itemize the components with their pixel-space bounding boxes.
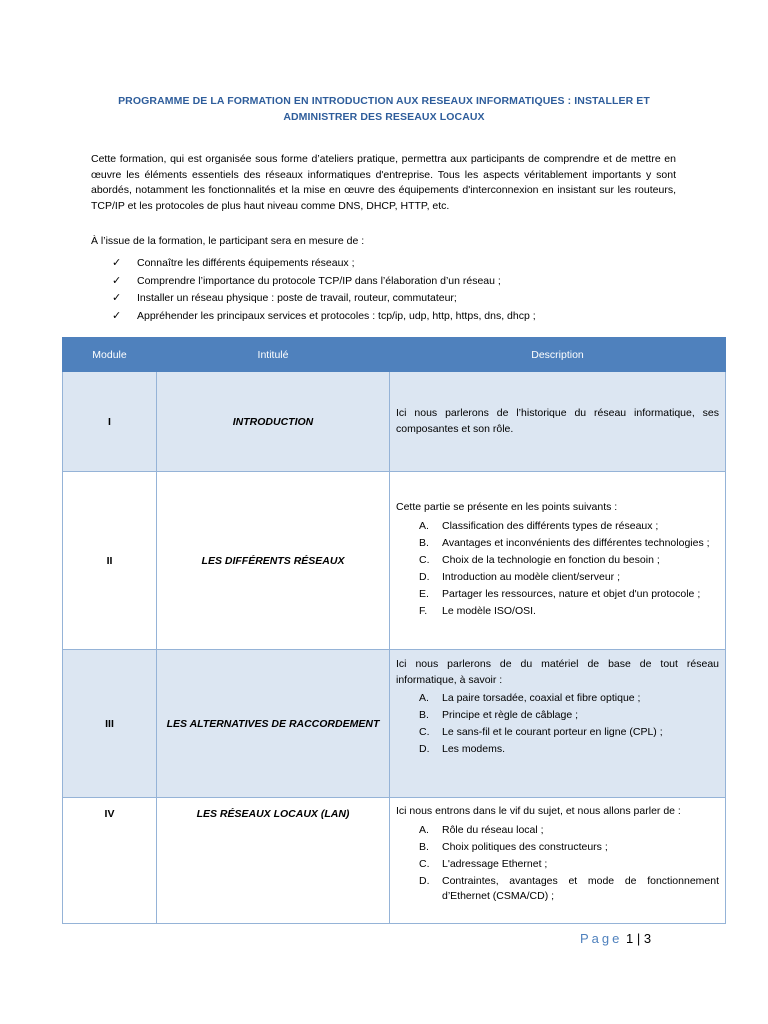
item-letter: E. (419, 587, 429, 600)
checkmark-icon: ✓ (112, 257, 122, 269)
list-item (419, 708, 719, 724)
intro-paragraph: Cette formation, qui est organisée sous forme d’ateliers pratique, permettra aux participants de comprendre et de mettre en œuvre les éléments essentiels des réseaux informatiques d'entreprise. Tous les aspects véritablement importants y sont abordés, notamment les fonctionnalités et la mise en œuvre des équipements d'interconnexion en insistant sur les routeurs, TCP/IP et les protocoles de plus haut niveau comme DNS, DHCP, HTTP, etc. (91, 153, 676, 212)
list-item (419, 587, 719, 603)
item-text: Introduction au modèle client/serveur ; (442, 570, 621, 583)
item-text: Rôle du réseau local ; (442, 823, 544, 836)
description-text: Cette partie se présente en les points suivants : (396, 501, 618, 514)
topic-list (396, 691, 719, 758)
item-letter: C. (419, 726, 430, 738)
list-item (419, 553, 719, 569)
item-letter: D. (419, 743, 430, 755)
item-letter: A. (419, 823, 429, 836)
item-letter: B. (419, 840, 429, 853)
item-letter: A. (419, 692, 429, 704)
objective-item (112, 290, 672, 308)
item-text: Choix de la technologie en fonction du besoin ; (442, 553, 660, 566)
item-letter: C. (419, 553, 430, 566)
objectives-list (112, 255, 672, 325)
list-item (419, 742, 719, 758)
list-item (419, 691, 719, 707)
list-item (419, 840, 719, 856)
objective-text: Connaître les différents équipements réseaux ; (137, 257, 355, 269)
module-number: IV (63, 798, 157, 924)
table-row (63, 798, 726, 924)
program-table (62, 337, 726, 924)
document-title: PROGRAMME DE LA FORMATION EN INTRODUCTION AUX RESEAUX INFORMATIQUES : INSTALLER ET ADMINISTRER DES RESEAUX LOCAUX (118, 95, 650, 123)
list-item (419, 725, 719, 741)
header-module: Module (63, 338, 157, 372)
objectives-lead: À l’issue de la formation, le participant sera en mesure de : (91, 235, 365, 247)
page-footer (580, 931, 651, 946)
module-number: II (63, 472, 157, 650)
page-label: Page (580, 931, 623, 946)
objective-text: Comprendre l’importance du protocole TCP/IP dans l’élaboration d’un réseau ; (137, 274, 501, 287)
item-letter: B. (419, 536, 429, 549)
list-item (419, 519, 719, 535)
item-letter: D. (419, 570, 430, 583)
table-header-row (63, 338, 726, 372)
item-letter: F. (419, 604, 428, 617)
item-letter: D. (419, 874, 430, 887)
item-text: Partager les ressources, nature et objet d'un protocole ; (442, 587, 701, 600)
module-description (390, 372, 726, 472)
module-number: III (63, 650, 157, 798)
list-item (419, 536, 719, 552)
checkmark-icon: ✓ (112, 274, 122, 287)
item-text: Principe et règle de câblage ; (442, 709, 579, 721)
module-title: LES DIFFÉRENTS RÉSEAUX (157, 472, 390, 650)
item-text: L'adressage Ethernet ; (442, 857, 548, 870)
item-text: La paire torsadée, coaxial et fibre optique ; (442, 692, 641, 704)
item-text: Le modèle ISO/OSI. (442, 604, 536, 617)
item-text: Choix politiques des constructeurs ; (442, 840, 608, 853)
objective-text: Appréhender les principaux services et protocoles : tcp/ip, udp, http, https, dns, dhcp ; (137, 309, 536, 322)
header-description: Description (390, 338, 726, 372)
topic-list (396, 519, 719, 620)
module-title: LES RÉSEAUX LOCAUX (LAN) (157, 798, 390, 924)
item-letter: C. (419, 857, 430, 870)
item-letter: B. (419, 709, 429, 721)
description-text: Ici nous entrons dans le vif du sujet, et nous allons parler de : (396, 805, 681, 817)
total-pages: 3 (643, 931, 652, 946)
item-text: Les modems. (442, 743, 506, 755)
description-text: Ici nous parlerons de du matériel de base de tout réseau informatique, à savoir : (396, 658, 719, 686)
list-item (419, 823, 719, 839)
module-number: I (63, 372, 157, 472)
page-number: 1 (626, 931, 634, 946)
page-separator: | (636, 931, 641, 946)
item-text: Classification des différents types de réseaux ; (442, 519, 659, 532)
item-letter: A. (419, 519, 429, 532)
list-item (419, 570, 719, 586)
list-item (419, 857, 719, 873)
module-title: LES ALTERNATIVES DE RACCORDEMENT (157, 650, 390, 798)
item-text: Avantages et inconvénients des différentes technologies ; (442, 536, 710, 549)
objective-text: Installer un réseau physique : poste de travail, routeur, commutateur; (137, 292, 457, 304)
checkmark-icon: ✓ (112, 292, 122, 304)
table-row (63, 472, 726, 650)
item-text: Contraintes, avantages et mode de fonctionnement d’Ethernet (CSMA/CD) ; (442, 874, 719, 902)
header-intitule: Intitulé (157, 338, 390, 372)
table-row (63, 372, 726, 472)
description-text: Ici nous parlerons de l’historique du réseau informatique, ses composantes et son rôle. (396, 407, 719, 435)
list-item (419, 874, 719, 905)
topic-list (396, 823, 719, 905)
item-text: Le sans-fil et le courant porteur en ligne (CPL) ; (442, 726, 663, 738)
table-row (63, 650, 726, 798)
objective-item (112, 308, 672, 326)
module-description (390, 650, 726, 798)
module-title: INTRODUCTION (157, 372, 390, 472)
module-description (390, 798, 726, 924)
checkmark-icon: ✓ (112, 309, 122, 322)
objective-item (112, 255, 672, 273)
module-description (390, 472, 726, 650)
objective-item (112, 273, 672, 291)
list-item (419, 604, 719, 620)
